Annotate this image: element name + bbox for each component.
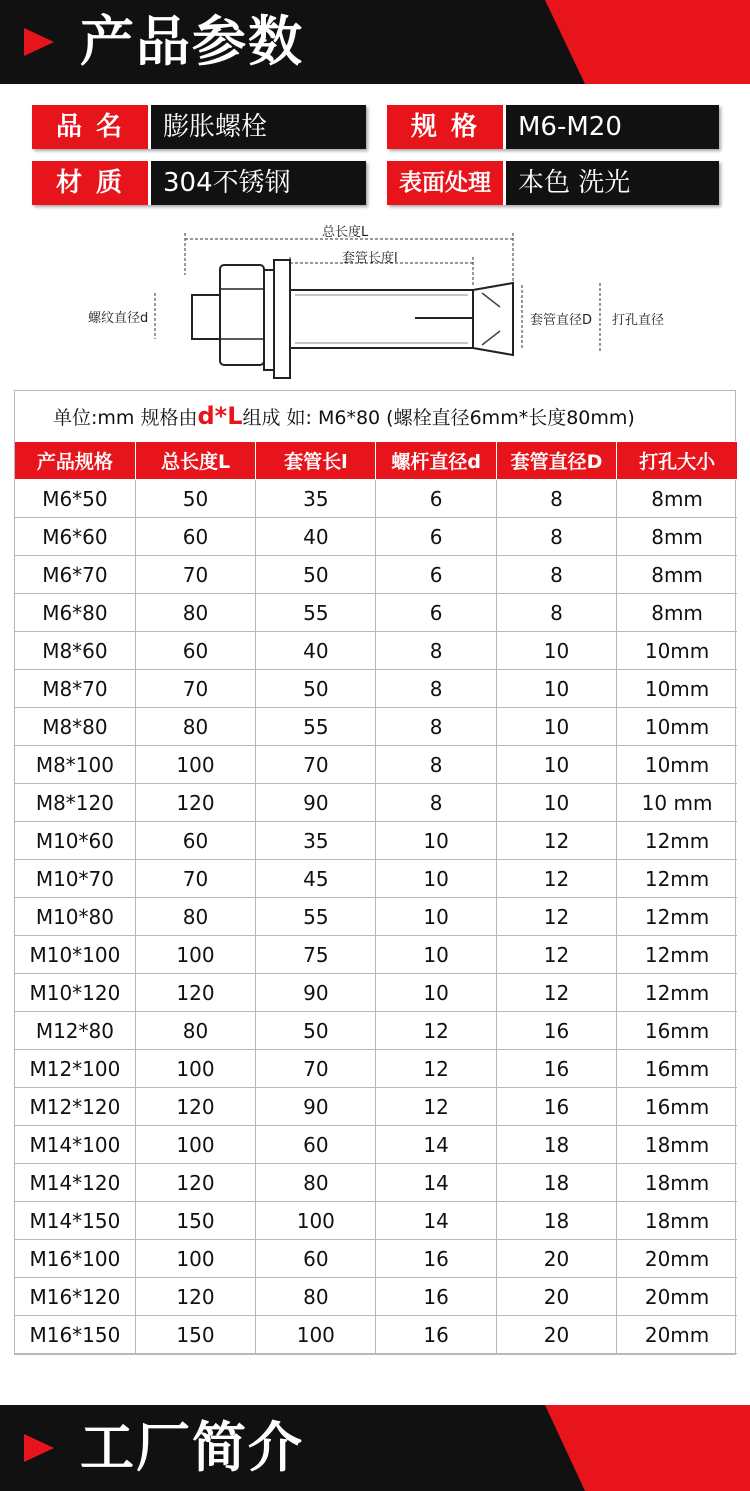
table-cell: M14*100 [15, 1126, 135, 1164]
table-cell: 10 mm [617, 784, 737, 822]
page-title: 产品参数 [80, 10, 304, 73]
table-cell: 10 [376, 936, 496, 974]
table-cell: 16 [376, 1316, 496, 1354]
table-cell: 8mm [617, 594, 737, 632]
table-cell: M16*100 [15, 1240, 135, 1278]
spec-size [387, 105, 719, 149]
table-row [15, 1240, 737, 1278]
table-cell: 12mm [617, 898, 737, 936]
table-row [15, 860, 737, 898]
banner-red-stripe [545, 0, 750, 84]
spec-surface [387, 161, 719, 205]
table-cell: 6 [376, 594, 496, 632]
table-row [15, 708, 737, 746]
unit-note-prefix: 单位:mm 规格由 [53, 407, 198, 429]
table-row [15, 784, 737, 822]
spec-material-key: 材质 [32, 161, 148, 205]
table-cell: 8 [496, 556, 616, 594]
table-cell: 12mm [617, 974, 737, 1012]
column-header: 套管长l [256, 442, 376, 480]
table-cell: 16 [376, 1278, 496, 1316]
table-cell: 10 [496, 784, 616, 822]
spec-surface-value: 本色 洗光 [503, 161, 719, 205]
thread-diameter-label: 螺纹直径d [88, 311, 149, 326]
table-row [15, 556, 737, 594]
spec-material [32, 161, 366, 205]
table-cell: M8*60 [15, 632, 135, 670]
table-cell: 16 [376, 1240, 496, 1278]
table-cell: 10mm [617, 632, 737, 670]
spec-material-value: 304不锈钢 [148, 161, 366, 205]
table-cell: 80 [135, 898, 255, 936]
table-row [15, 1164, 737, 1202]
table-cell: 18mm [617, 1164, 737, 1202]
table-cell: M8*100 [15, 746, 135, 784]
table-cell: 8 [376, 708, 496, 746]
unit-note [15, 391, 735, 441]
table-row [15, 1202, 737, 1240]
table-cell: 20 [496, 1240, 616, 1278]
table-cell: M16*120 [15, 1278, 135, 1316]
table-cell: 70 [256, 746, 376, 784]
table-row [15, 1316, 737, 1354]
play-arrow-icon [24, 28, 54, 56]
table-cell: M6*80 [15, 594, 135, 632]
table-cell: 60 [256, 1126, 376, 1164]
table-cell: 12 [496, 974, 616, 1012]
table-cell: 50 [256, 1012, 376, 1050]
column-header: 打孔大小 [617, 442, 737, 480]
table-cell: 70 [256, 1050, 376, 1088]
spec-surface-key: 表面处理 [387, 161, 503, 205]
table-cell: M10*80 [15, 898, 135, 936]
spec-table [15, 441, 737, 1354]
spec-size-key: 规格 [387, 105, 503, 149]
table-cell: 40 [256, 518, 376, 556]
sleeve-length-label: 套管长度l [342, 251, 398, 266]
table-row [15, 936, 737, 974]
table-row [15, 1088, 737, 1126]
table-cell: M12*120 [15, 1088, 135, 1126]
header-banner [0, 0, 750, 84]
table-cell: 80 [256, 1164, 376, 1202]
table-cell: 35 [256, 480, 376, 518]
table-cell: 8mm [617, 556, 737, 594]
table-cell: 100 [135, 936, 255, 974]
footer-banner [0, 1405, 750, 1491]
table-cell: 50 [256, 670, 376, 708]
table-cell: 100 [256, 1202, 376, 1240]
banner-red-stripe [545, 1405, 750, 1491]
table-cell: 8 [496, 594, 616, 632]
table-cell: 16 [496, 1088, 616, 1126]
table-cell: M8*80 [15, 708, 135, 746]
table-cell: 55 [256, 708, 376, 746]
table-cell: 35 [256, 822, 376, 860]
table-cell: 8 [496, 518, 616, 556]
table-cell: M12*80 [15, 1012, 135, 1050]
table-cell: 6 [376, 480, 496, 518]
table-cell: 75 [256, 936, 376, 974]
table-cell: 18 [496, 1126, 616, 1164]
table-header-row [15, 442, 737, 480]
table-cell: M14*120 [15, 1164, 135, 1202]
table-cell: 12mm [617, 936, 737, 974]
table-cell: 80 [135, 594, 255, 632]
table-cell: M10*100 [15, 936, 135, 974]
table-cell: 16mm [617, 1050, 737, 1088]
table-cell: 8mm [617, 480, 737, 518]
spec-table-container [14, 390, 736, 1355]
table-cell: 10 [376, 898, 496, 936]
table-cell: 12 [496, 936, 616, 974]
table-cell: 80 [256, 1278, 376, 1316]
table-cell: 14 [376, 1202, 496, 1240]
table-cell: 6 [376, 518, 496, 556]
unit-note-highlight: d*L [197, 402, 243, 430]
table-cell: 60 [135, 822, 255, 860]
table-cell: 55 [256, 594, 376, 632]
table-cell: 12 [496, 898, 616, 936]
table-cell: 120 [135, 1088, 255, 1126]
expansion-bolt-drawing [0, 215, 750, 385]
table-cell: 100 [135, 1126, 255, 1164]
section-title: 工厂简介 [80, 1416, 304, 1479]
table-cell: 100 [256, 1316, 376, 1354]
table-cell: 12 [376, 1012, 496, 1050]
table-cell: 60 [135, 632, 255, 670]
table-cell: 120 [135, 1278, 255, 1316]
table-cell: 20 [496, 1316, 616, 1354]
table-cell: 16 [496, 1012, 616, 1050]
table-cell: 12mm [617, 822, 737, 860]
table-cell: M8*70 [15, 670, 135, 708]
table-cell: 14 [376, 1164, 496, 1202]
total-length-label: 总长度L [322, 225, 369, 240]
table-cell: 18mm [617, 1126, 737, 1164]
table-row [15, 1012, 737, 1050]
table-cell: 10 [496, 746, 616, 784]
table-row [15, 1050, 737, 1088]
bolt-diagram [0, 215, 750, 385]
table-cell: 10mm [617, 670, 737, 708]
column-header: 螺杆直径d [376, 442, 496, 480]
table-cell: 100 [135, 1240, 255, 1278]
table-cell: 18 [496, 1164, 616, 1202]
table-cell: 40 [256, 632, 376, 670]
table-cell: 90 [256, 1088, 376, 1126]
table-cell: 8 [376, 632, 496, 670]
spec-name-key: 品名 [32, 105, 148, 149]
table-cell: 150 [135, 1316, 255, 1354]
table-cell: M10*70 [15, 860, 135, 898]
table-cell: M12*100 [15, 1050, 135, 1088]
table-cell: 60 [135, 518, 255, 556]
table-row [15, 898, 737, 936]
table-cell: 70 [135, 860, 255, 898]
table-row [15, 822, 737, 860]
table-cell: 10 [496, 670, 616, 708]
table-cell: 8mm [617, 518, 737, 556]
table-row [15, 632, 737, 670]
table-cell: 8 [376, 670, 496, 708]
table-cell: M8*120 [15, 784, 135, 822]
table-cell: 70 [135, 556, 255, 594]
table-row [15, 480, 737, 518]
table-cell: M6*60 [15, 518, 135, 556]
table-cell: 45 [256, 860, 376, 898]
table-cell: 10 [496, 708, 616, 746]
table-cell: 100 [135, 746, 255, 784]
table-cell: 10 [376, 974, 496, 1012]
table-row [15, 974, 737, 1012]
table-row [15, 1278, 737, 1316]
table-cell: M6*70 [15, 556, 135, 594]
unit-note-suffix: 组成 如: M6*80 (螺栓直径6mm*长度80mm) [242, 407, 635, 429]
table-cell: 90 [256, 974, 376, 1012]
table-cell: M16*150 [15, 1316, 135, 1354]
table-cell: 80 [135, 708, 255, 746]
table-cell: 12 [496, 860, 616, 898]
table-cell: 10 [376, 822, 496, 860]
table-cell: 20 [496, 1278, 616, 1316]
table-cell: 8 [496, 480, 616, 518]
table-cell: 120 [135, 974, 255, 1012]
column-header: 产品规格 [15, 442, 135, 480]
table-cell: 10 [496, 632, 616, 670]
table-cell: 6 [376, 556, 496, 594]
spec-size-value: M6-M20 [503, 105, 719, 149]
table-cell: 90 [256, 784, 376, 822]
table-cell: 14 [376, 1126, 496, 1164]
hole-diameter-label: 打孔直径 [612, 313, 665, 328]
table-cell: 16mm [617, 1088, 737, 1126]
table-cell: 12 [376, 1088, 496, 1126]
sleeve-diameter-label: 套管直径D [530, 313, 593, 328]
table-body [15, 480, 737, 1354]
table-cell: 18mm [617, 1202, 737, 1240]
table-cell: 18 [496, 1202, 616, 1240]
table-cell: 20mm [617, 1240, 737, 1278]
table-cell: 50 [135, 480, 255, 518]
table-row [15, 594, 737, 632]
table-cell: 55 [256, 898, 376, 936]
table-cell: 10mm [617, 708, 737, 746]
table-cell: 50 [256, 556, 376, 594]
table-cell: 150 [135, 1202, 255, 1240]
table-cell: M6*50 [15, 480, 135, 518]
table-row [15, 1126, 737, 1164]
table-cell: 16mm [617, 1012, 737, 1050]
table-row [15, 670, 737, 708]
play-arrow-icon [24, 1434, 54, 1462]
table-cell: 16 [496, 1050, 616, 1088]
spec-name-value: 膨胀螺栓 [148, 105, 366, 149]
table-cell: 100 [135, 1050, 255, 1088]
table-cell: 20mm [617, 1278, 737, 1316]
table-cell: 20mm [617, 1316, 737, 1354]
table-cell: 70 [135, 670, 255, 708]
table-cell: 60 [256, 1240, 376, 1278]
table-cell: 10mm [617, 746, 737, 784]
table-cell: 12 [376, 1050, 496, 1088]
table-row [15, 518, 737, 556]
column-header: 总长度L [135, 442, 255, 480]
table-cell: M14*150 [15, 1202, 135, 1240]
table-cell: 80 [135, 1012, 255, 1050]
table-cell: 12 [496, 822, 616, 860]
column-header: 套管直径D [496, 442, 616, 480]
table-cell: M10*120 [15, 974, 135, 1012]
table-cell: 10 [376, 860, 496, 898]
table-cell: 8 [376, 784, 496, 822]
table-cell: 120 [135, 1164, 255, 1202]
table-cell: 12mm [617, 860, 737, 898]
table-cell: 120 [135, 784, 255, 822]
table-cell: 8 [376, 746, 496, 784]
table-cell: M10*60 [15, 822, 135, 860]
table-row [15, 746, 737, 784]
spec-name [32, 105, 366, 149]
